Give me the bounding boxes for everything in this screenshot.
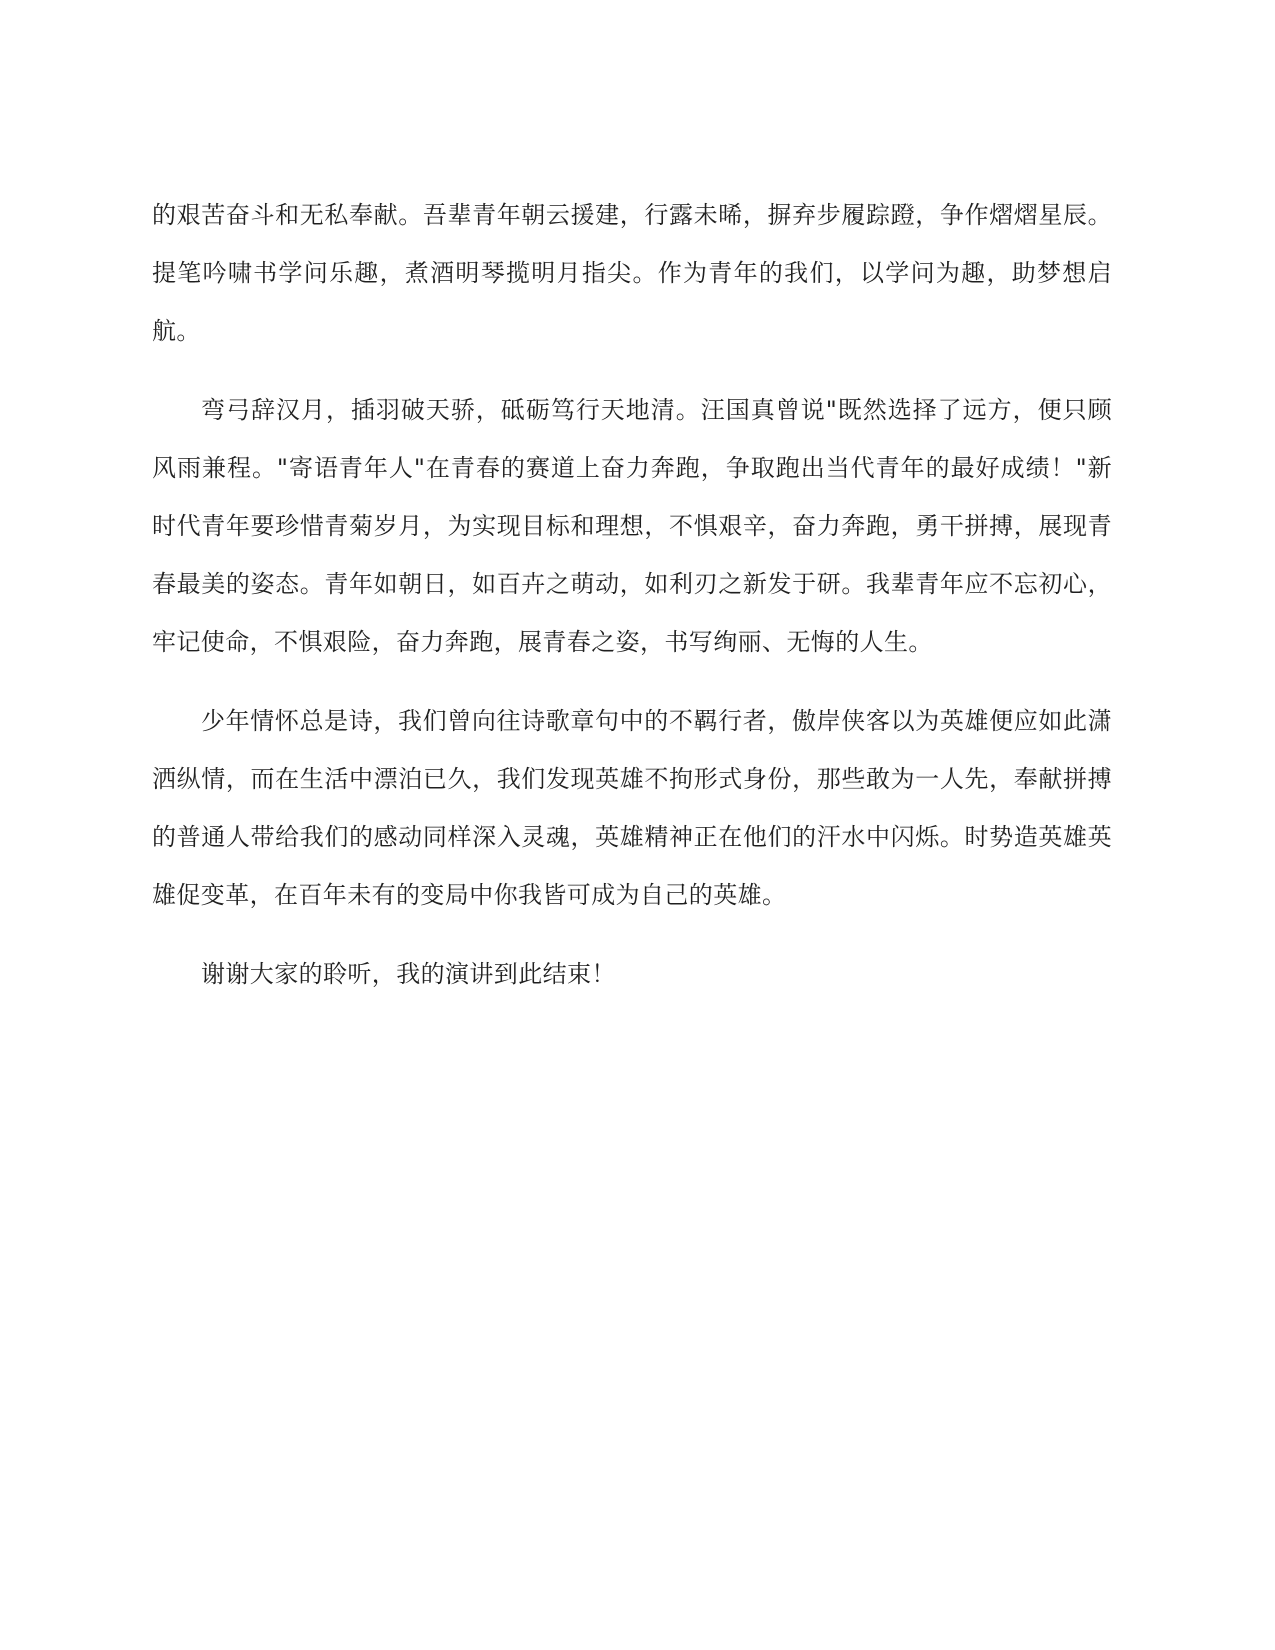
paragraph-1: 的艰苦奋斗和无私奉献。吾辈青年朝云援建，行露未晞，摒弃步履踪蹬，争作熠熠星辰。提笔吟啸书学问乐趣，煮酒明琴揽明月指尖。作为青年的我们，以学问为趣，助梦想启航。: [152, 201, 1112, 345]
paragraph-2: 弯弓辞汉月，插羽破天骄，砥砺笃行天地清。汪国真曾说"既然选择了远方，便只顾风雨兼程。"寄语青年人"在青春的赛道上奋力奔跑，争取跑出当代青年的最好成绩！"新时代青年要珍惜青菊岁月，为实现目标和理想，不惧艰辛，奋力奔跑，勇干拼搏，展现青春最美的姿态。青年如朝日，如百卉之萌动，如利刃之新发于研。我辈青年应不忘初心，牢记使命，不惧艰险，奋力奔跑，展青春之姿，书写绚丽、无悔的人生。: [152, 396, 1112, 656]
paragraph-3: 少年情怀总是诗，我们曾向往诗歌章句中的不羁行者，傲岸侠客以为英雄便应如此潇洒纵情，而在生活中漂泊已久，我们发现英雄不拘形式身份，那些敢为一人先，奉献拼搏的普通人带给我们的感动同样深入灵魂，英雄精神正在他们的汗水中闪烁。时势造英雄英雄促变革，在百年未有的变局中你我皆可成为自己的英雄。: [152, 707, 1112, 909]
paragraph-closing: 谢谢大家的聆听，我的演讲到此结束！: [201, 960, 616, 988]
document-body: [152, 186, 1112, 1003]
